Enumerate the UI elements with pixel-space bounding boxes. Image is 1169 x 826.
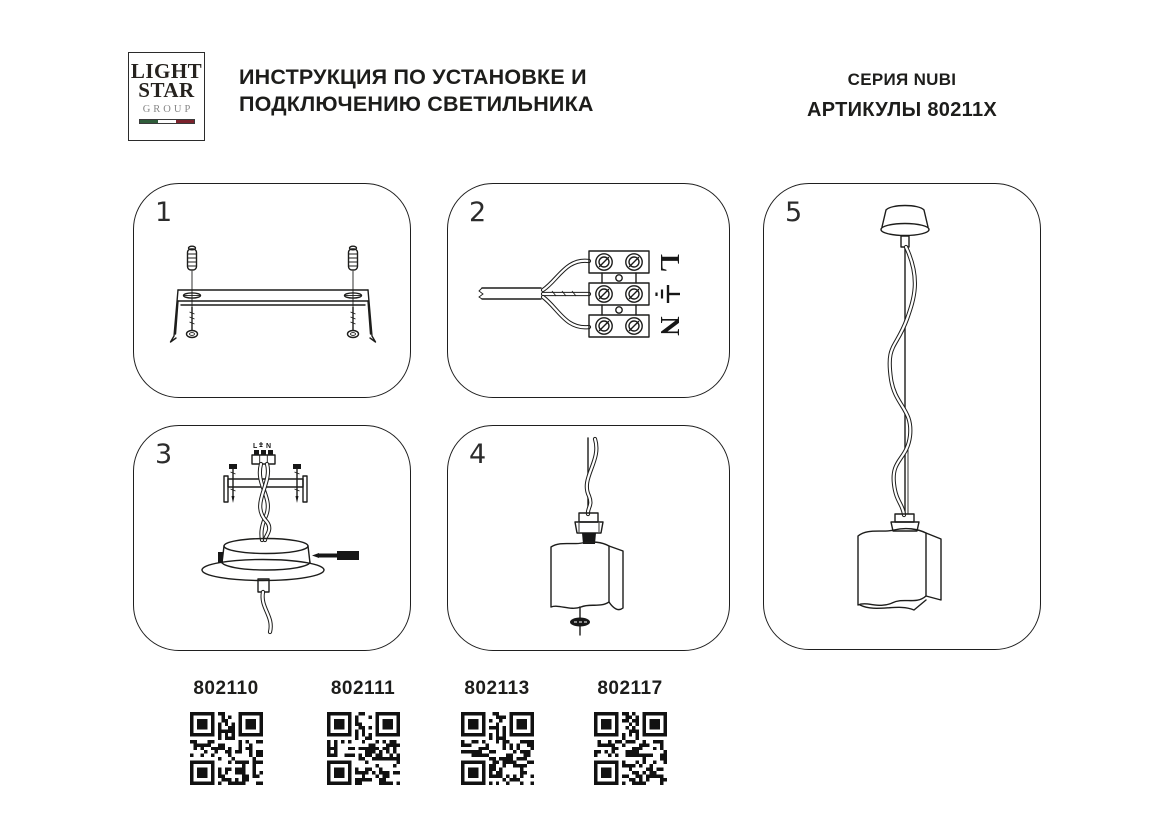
article-column xyxy=(452,678,542,785)
step-1-diagram xyxy=(134,184,412,399)
step-3-diagram xyxy=(134,426,412,652)
article-column xyxy=(585,678,675,785)
earth-ground-icon xyxy=(657,285,681,303)
article-column xyxy=(181,678,271,785)
article-code: 802110 xyxy=(193,678,259,699)
step-5-number: 5 xyxy=(785,197,803,228)
italian-flag-bar xyxy=(139,119,195,124)
svg-text:N: N xyxy=(266,443,272,450)
article-column xyxy=(318,678,408,785)
terminal-block-icon xyxy=(589,251,649,337)
article-code: 802113 xyxy=(464,678,530,699)
twisted-wires-icon xyxy=(260,464,269,540)
step-3-panel xyxy=(133,425,411,651)
lightstar-logo xyxy=(128,52,205,141)
label-neutral: N xyxy=(655,316,685,336)
ceiling-canopy-icon xyxy=(881,206,929,248)
step-5-diagram xyxy=(764,184,1042,651)
terminal-block-mini-icon xyxy=(252,442,275,464)
qr-code-icon xyxy=(461,712,534,785)
wire-earth xyxy=(543,291,589,296)
qr-code-icon xyxy=(594,712,667,785)
step-5-panel xyxy=(763,183,1041,650)
logo-line1: LIGHT xyxy=(130,59,203,83)
wall-anchor-icon xyxy=(188,246,358,270)
articles-label: АРТИКУЛЫ 80211X xyxy=(806,99,998,121)
bottom-fastener-icon xyxy=(570,607,590,635)
svg-text:L: L xyxy=(253,443,258,450)
step-1-panel xyxy=(133,183,411,398)
pendant-wire-icon xyxy=(890,247,915,515)
power-cable-icon xyxy=(479,288,541,299)
mounting-bracket-icon xyxy=(171,290,376,342)
lampshade-icon xyxy=(858,529,941,610)
series-block xyxy=(790,70,1014,122)
step-3-number: 3 xyxy=(155,439,173,470)
socket-icon xyxy=(575,513,603,544)
page-title xyxy=(239,64,594,118)
screw-icon xyxy=(187,307,359,338)
step-2-panel xyxy=(447,183,730,398)
lampshade-icon xyxy=(551,542,623,610)
label-live: L xyxy=(655,253,685,273)
wire-neutral xyxy=(543,297,589,327)
strain-relief-icon xyxy=(258,579,271,632)
title-line2: ПОДКЛЮЧЕНИЮ СВЕТИЛЬНИКА xyxy=(239,92,594,116)
step-2-number: 2 xyxy=(469,197,487,228)
qr-code-icon xyxy=(327,712,400,785)
article-code: 802117 xyxy=(597,678,663,699)
step-4-panel xyxy=(447,425,730,651)
terminal-screws xyxy=(596,254,642,334)
side-screw-icon xyxy=(312,551,359,560)
step-4-number: 4 xyxy=(469,439,487,470)
qr-code-icon xyxy=(190,712,263,785)
logo-line3: GROUP xyxy=(142,104,194,115)
canopy-icon xyxy=(202,539,324,581)
title-line1: ИНСТРУКЦИЯ ПО УСТАНОВКЕ И xyxy=(239,65,587,89)
step-1-number: 1 xyxy=(155,197,173,228)
logo-line2: STAR xyxy=(138,78,195,102)
series-label: СЕРИЯ NUBI xyxy=(847,70,957,89)
wire-live xyxy=(543,261,589,290)
suspension-rod-icon xyxy=(905,247,908,514)
step-4-diagram xyxy=(448,426,731,652)
article-code: 802111 xyxy=(330,678,396,699)
suspension-cable-icon xyxy=(587,438,597,514)
step-2-diagram xyxy=(448,184,731,399)
